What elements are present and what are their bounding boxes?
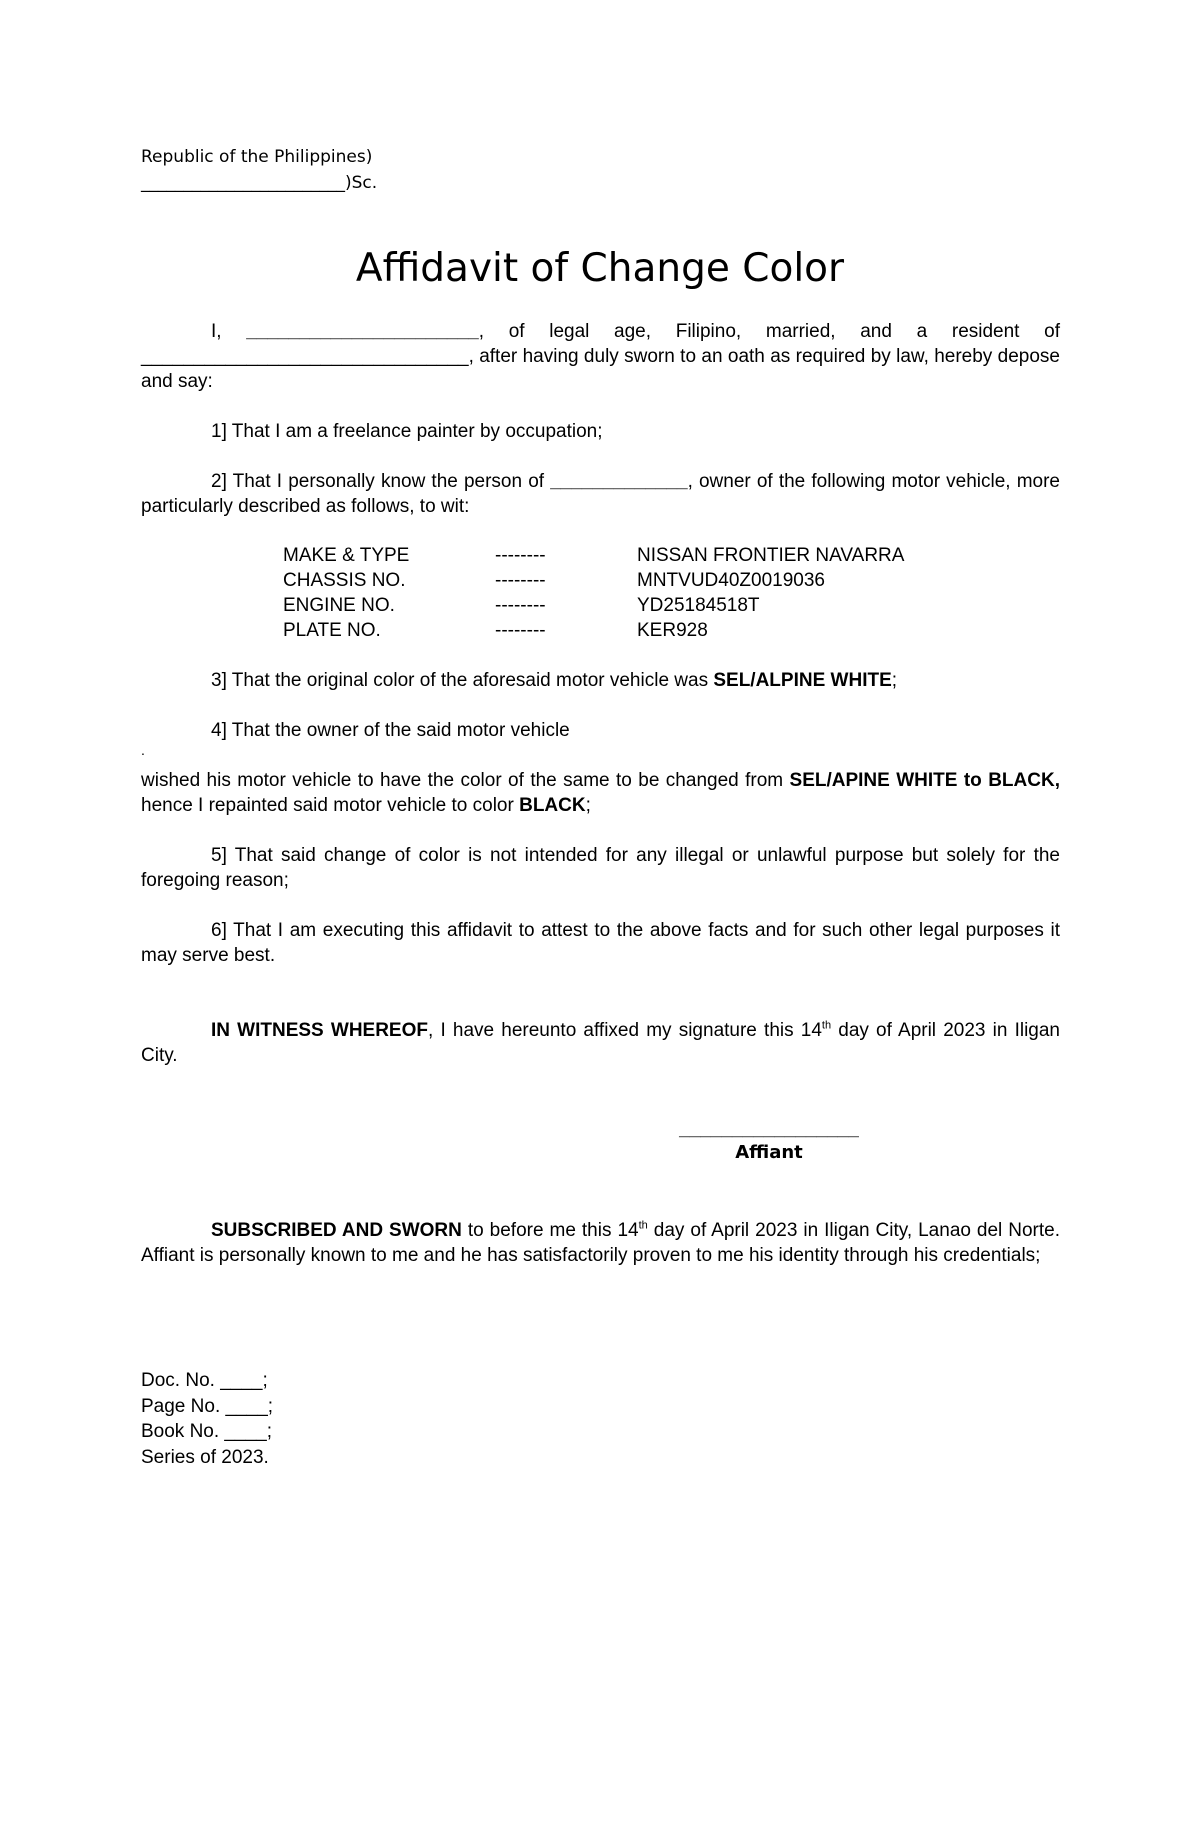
intro-after2: , after having duly sworn to an oath as required by law, hereby depose and say: [141,346,1060,392]
item-4-first-line: 4] That the owner of the said motor vehicle [211,720,570,741]
series: Series of 2023. [141,1446,269,1468]
new-color: BLACK [519,795,586,816]
owner-name-blank: _____________ [550,471,688,492]
vehicle-row [283,618,904,643]
intro-before: I, [211,321,247,342]
vehicle-separator: -------- [495,570,546,591]
item-4-middle: hence I repainted said motor vehicle to color [141,795,520,816]
item-3 [141,668,1060,693]
residence-blank: _______________________________ [141,346,469,367]
item-4-after: ; [585,795,591,816]
witness-after: day of April 2023 in Iligan City. [141,1020,1060,1066]
item-3-before: 3] That the original color of the aforesaid motor vehicle was [211,670,714,691]
vehicle-row [283,593,904,618]
item-4-body [141,768,1060,818]
item-4-before: wished his motor vehicle to have the color of the same to be changed from [141,770,790,791]
item-2 [141,469,1060,519]
vehicle-table [283,543,904,643]
sworn-after: day of April 2023 in Iligan City, Lanao del Norte. Affiant is personally known to me and he has satisfactorily proven to me his identity through his credentials; [141,1220,1061,1266]
notary-register [141,1368,273,1470]
republic-header: Republic of the Philippines) [141,147,373,167]
item-2-after: , owner of the following motor vehicle, more particularly described as follows, to wit: [141,471,1060,517]
vehicle-value: KER928 [637,620,708,641]
item-2-before: 2] That I personally know the person of [211,471,551,492]
venue-blank: ________________________ [141,173,345,193]
vehicle-separator: -------- [495,545,546,566]
doc-no: Doc. No. ____; [141,1370,268,1391]
page-no: Page No. ____; [141,1395,274,1417]
sworn-paragraph [141,1218,1060,1268]
sc-label: )Sc. [345,173,378,193]
vehicle-separator: -------- [495,620,546,641]
intro-paragraph [141,319,1060,394]
item-6: 6] That I am executing this affidavit to attest to the above facts and for such other legal purposes it may serve best. [141,920,1060,966]
affiant-name-blank: ______________________ [246,321,479,342]
signature-block [634,1118,904,1164]
intro-after1: , of legal age, Filipino, married, and a resident of [478,321,1060,342]
sworn-heading: SUBSCRIBED AND SWORN [211,1220,462,1241]
sworn-day-suffix: th [638,1219,648,1232]
vehicle-label: CHASSIS NO. [283,570,406,591]
vehicle-separator: -------- [495,595,546,616]
vehicle-row [283,543,904,568]
vehicle-value: MNTVUD40Z0019036 [637,570,825,591]
witness-before-day: , I have hereunto affixed my signature this 14 [428,1020,822,1041]
witness-paragraph [141,1018,1060,1068]
item-4-dot: . [141,742,145,758]
vehicle-row [283,568,904,593]
vehicle-value: NISSAN FRONTIER NAVARRA [637,545,905,566]
witness-heading: IN WITNESS WHEREOF [211,1020,428,1041]
affiant-label: Affiant [735,1142,803,1163]
vehicle-label: MAKE & TYPE [283,545,410,566]
venue-line [141,173,377,193]
vehicle-value: YD25184518T [637,595,760,616]
document-title: Affidavit of Change Color [355,246,845,291]
color-change: SEL/APINE WHITE to BLACK, [789,770,1060,791]
witness-day-suffix: th [821,1019,832,1032]
book-no: Book No. ____; [141,1421,272,1442]
item-1: 1] That I am a freelance painter by occupation; [211,421,603,442]
original-color: SEL/ALPINE WHITE [713,670,892,691]
vehicle-details [283,543,904,643]
sworn-before-day: to before me this 14 [461,1220,639,1241]
item-3-after: ; [891,670,898,691]
vehicle-label: ENGINE NO. [283,595,395,616]
item-5: 5] That said change of color is not intended for any illegal or unlawful purpose but solely for the foregoing reason; [141,845,1060,891]
signature-line: _________________ [679,1119,859,1140]
vehicle-label: PLATE NO. [283,620,381,641]
